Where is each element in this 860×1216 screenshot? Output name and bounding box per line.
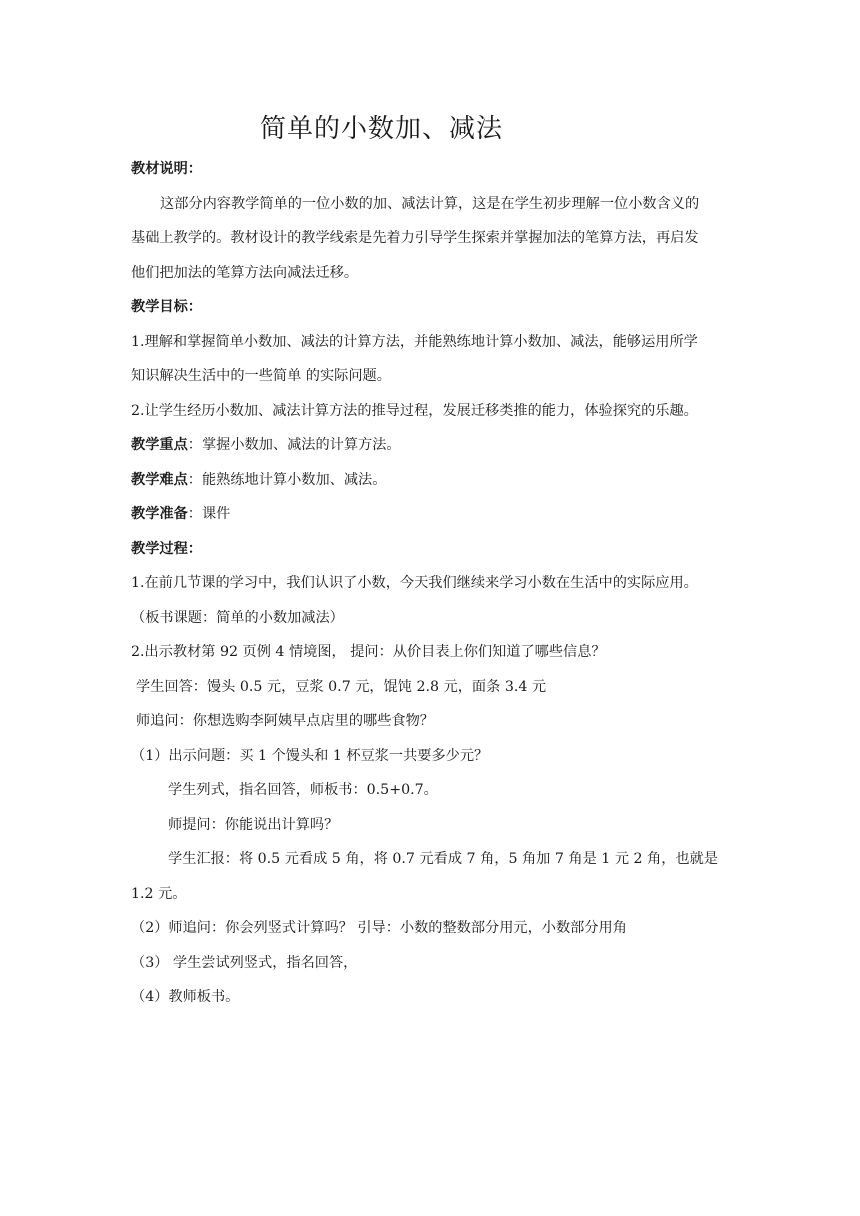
key-point-text: 掌握小数加、减法的计算方法。 bbox=[201, 437, 401, 453]
process-line-6: （1）出示问题：买 1 个馒头和 1 杯豆浆一共要多少元？ bbox=[131, 747, 489, 764]
process-line-2: （板书课题：简单的小数加减法） bbox=[131, 609, 344, 626]
page-title: 简单的小数加、减法 bbox=[260, 114, 504, 144]
process-heading: 教学过程： bbox=[131, 540, 202, 557]
material-line-2: 基础上教学的。教材设计的教学线索是先着力引导学生探索并掌握加法的笔算方法，再启发 bbox=[131, 230, 699, 246]
goals-line-2: 知识解决生活中的一些简单 的实际问题。 bbox=[131, 368, 391, 384]
process-line-3: 2.出示教材第 92 页例 4 情境图， 提问：从价目表上你们知道了哪些信息？ bbox=[131, 644, 606, 660]
goals-line-1: 1.理解和掌握简单小数加、减法的计算方法，并能熟练地计算小数加、减法，能够运用所学 bbox=[131, 333, 698, 350]
difficulty-line bbox=[131, 463, 731, 498]
process-line-13: （4）教师板书。 bbox=[131, 989, 240, 1005]
process-line-9: 学生汇报：将 0.5 元看成 5 角，将 0.7 元看成 7 角，5 角加 7 角是 1 元 2 角，也就是 bbox=[168, 851, 718, 867]
difficulty-text: 能熟练地计算小数加、减法。 bbox=[201, 471, 387, 488]
key-point-label: 教学重点 bbox=[131, 437, 188, 453]
process-line-4: 学生回答：馒头 0.5 元，豆浆 0.7 元，馄饨 2.8 元，面条 3.4 元 bbox=[136, 678, 547, 695]
material-line-3: 他们把加法的笔算方法向减法迁移。 bbox=[131, 264, 359, 281]
material-heading: 教材说明： bbox=[131, 161, 202, 177]
goals-line-3: 2.让学生经历小数加、减法计算方法的推导过程，发展迁移类推的能力，体验探究的乐趣。 bbox=[131, 402, 698, 419]
preparation-colon: ： bbox=[187, 506, 202, 522]
process-line-1: 1.在前几节课的学习中，我们认识了小数，今天我们继续来学习小数在生活中的实际应用。 bbox=[131, 575, 698, 591]
document-body bbox=[131, 152, 731, 1015]
process-line-7: 学生列式，指名回答，师板书：0.5+0.7。 bbox=[168, 782, 438, 798]
process-line-8: 师提问：你能说出计算吗？ bbox=[168, 816, 339, 833]
difficulty-colon: ： bbox=[187, 471, 202, 488]
process-line-5: 师追问：你想选购李阿姨早点店里的哪些食物？ bbox=[136, 713, 434, 729]
difficulty-label: 教学难点 bbox=[131, 471, 188, 488]
process-line-10: 1.2 元。 bbox=[131, 885, 187, 902]
material-line-1: 这部分内容教学简单的一位小数的加、减法计算，这是在学生初步理解一位小数含义的 bbox=[160, 195, 700, 212]
preparation-line bbox=[131, 497, 731, 532]
preparation-label: 教学准备 bbox=[131, 506, 188, 522]
key-point-line bbox=[131, 428, 731, 463]
preparation-text: 课件 bbox=[201, 506, 231, 522]
goals-heading: 教学目标： bbox=[131, 299, 202, 315]
process-line-12: （3） 学生尝试列竖式，指名回答， bbox=[131, 954, 358, 971]
key-point-colon: ： bbox=[187, 437, 202, 453]
process-line-11: （2）师追问：你会列竖式计算吗？ 引导：小数的整数部分用元，小数部分用角 bbox=[131, 920, 627, 936]
